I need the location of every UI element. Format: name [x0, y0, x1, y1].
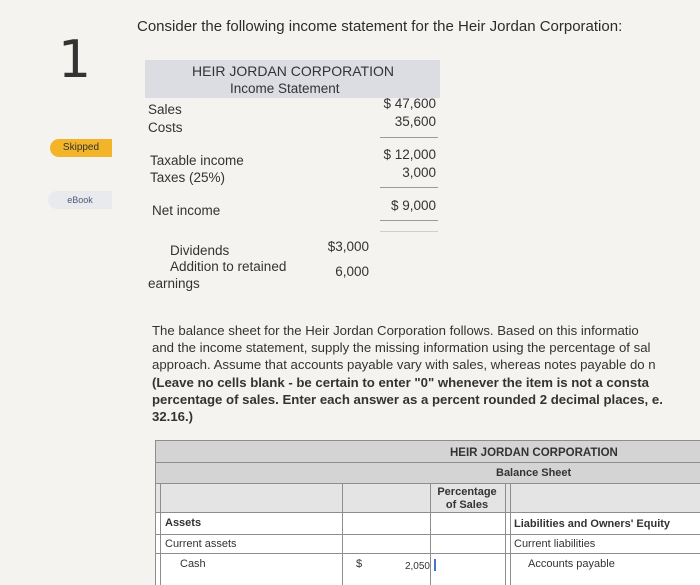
sales-value: $ 47,600	[383, 96, 436, 111]
accounts-payable-label: Accounts payable	[528, 558, 615, 570]
taxes-value: 3,000	[402, 165, 436, 180]
grid-line	[155, 512, 700, 513]
skipped-badge: Skipped	[50, 139, 112, 157]
grid-line	[155, 440, 156, 585]
balance-sheet-subtitle: Balance Sheet	[496, 467, 572, 479]
double-rule-top	[380, 220, 438, 221]
net-income-value: $ 9,000	[390, 198, 436, 213]
instructions-line: and the income statement, supply the missing information using the percentage of sal	[152, 340, 651, 356]
instructions-line-bold: 32.16.)	[152, 409, 194, 425]
net-income-label: Net income	[152, 203, 221, 218]
grid-line	[155, 534, 700, 535]
dividends-value: $3,000	[327, 239, 369, 254]
retained-label-cont: earnings	[148, 276, 200, 291]
income-statement-subtitle: Income Statement	[230, 81, 340, 96]
grid-line	[430, 483, 431, 585]
current-assets-label: Current assets	[165, 538, 237, 550]
divider	[380, 137, 438, 138]
costs-value: 35,600	[394, 114, 436, 129]
cash-label: Cash	[180, 558, 206, 570]
sales-label: Sales	[148, 102, 182, 117]
balance-sheet-subheader	[155, 483, 700, 512]
instructions	[152, 322, 700, 425]
ebook-button[interactable]: eBook	[48, 191, 112, 209]
income-statement-title: HEIR JORDAN CORPORATION	[192, 63, 394, 79]
instructions-line: approach. Assume that accounts payable vary with sales, whereas notes payable do n	[152, 357, 656, 373]
instructions-line: The balance sheet for the Heir Jordan Corporation follows. Based on this informatio	[152, 323, 639, 338]
grid-line	[155, 440, 700, 441]
liabilities-label: Liabilities and Owners' Equity	[514, 518, 671, 530]
taxes-label: Taxes (25%)	[150, 170, 226, 185]
costs-label: Costs	[148, 120, 183, 135]
cash-currency: $	[356, 558, 363, 570]
grid-line	[342, 483, 343, 585]
grid-line	[510, 483, 511, 585]
instructions-line-bold: percentage of sales. Enter each answer as a percent rounded 2 decimal places, e.	[152, 391, 663, 407]
question-prompt: Consider the following income statement for the Heir Jordan Corporation:	[137, 18, 623, 35]
retained-value: 6,000	[335, 264, 369, 279]
double-rule-bottom	[380, 231, 438, 232]
grid-line	[155, 553, 700, 554]
cash-value-input[interactable]: 2,050	[390, 561, 430, 575]
current-liabilities-label: Current liabilities	[514, 538, 596, 550]
dividends-label: Dividends	[170, 243, 230, 258]
percentage-header	[432, 486, 502, 512]
grid-line	[160, 483, 161, 585]
assets-label: Assets	[165, 517, 202, 529]
balance-sheet-title: HEIR JORDAN CORPORATION	[450, 447, 618, 459]
grid-line	[155, 462, 700, 463]
grid-line	[155, 483, 700, 484]
taxable-income-value: $ 12,000	[383, 147, 436, 162]
divider	[380, 187, 438, 188]
grid-line	[505, 483, 506, 585]
taxable-income-label: Taxable income	[150, 153, 244, 168]
percentage-header-line: Percentage	[437, 486, 497, 498]
retained-label: Addition to retained	[170, 259, 287, 274]
question-number: 1	[58, 30, 92, 90]
percentage-header-line: of Sales	[445, 499, 489, 511]
instructions-line-bold: (Leave no cells blank - be certain to enter "0" whenever the item is not a consta	[152, 374, 649, 390]
